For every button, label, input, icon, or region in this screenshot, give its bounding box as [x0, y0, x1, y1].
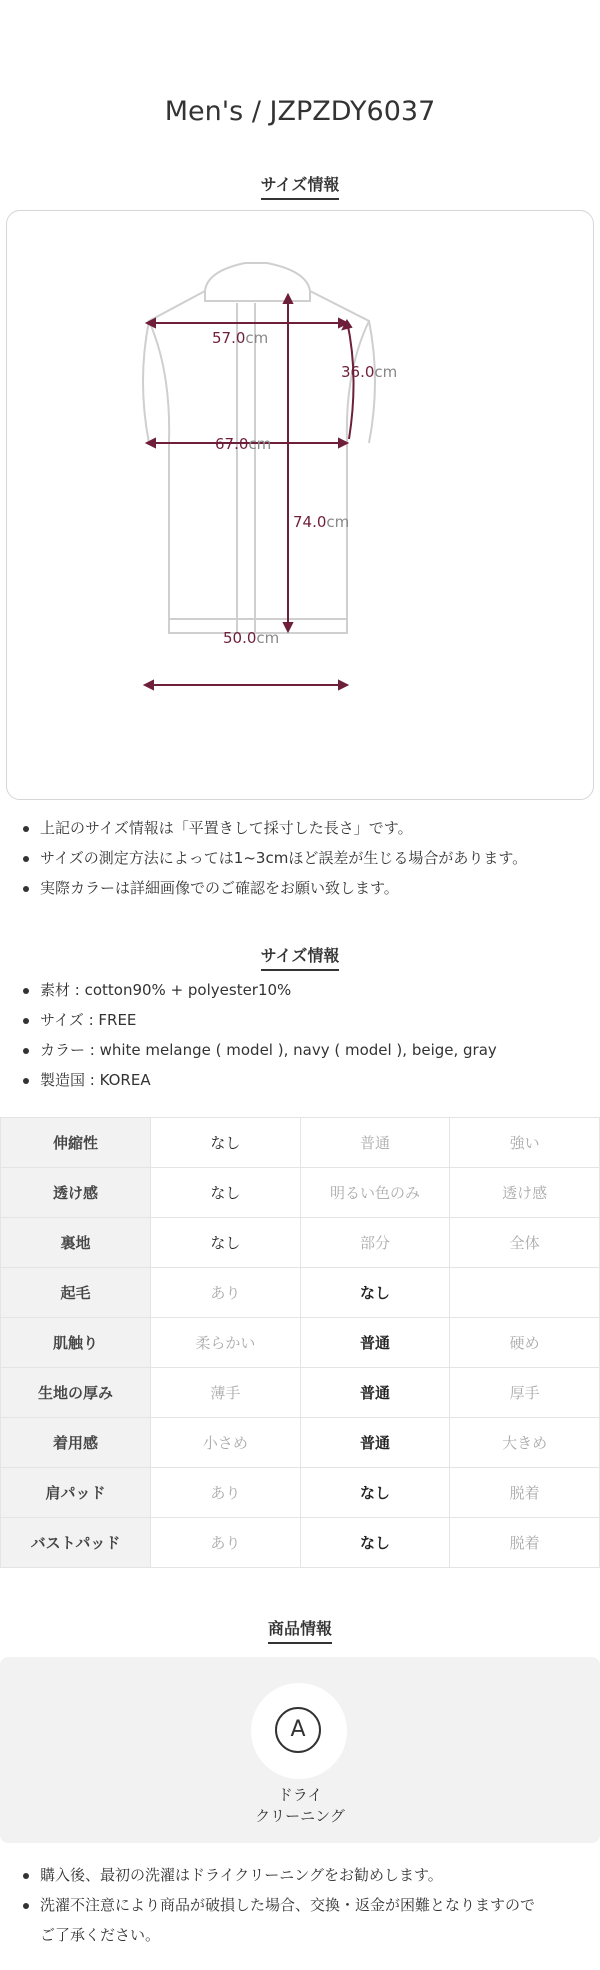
list-item: 実際カラーは詳細画像でのご確認をお願い致します。 [20, 873, 590, 903]
table-row [1, 1218, 600, 1268]
spec-option: なし [151, 1118, 301, 1168]
list-item: 上記のサイズ情報は「平置きして採寸した長さ」です。 [20, 813, 590, 843]
size-section-heading: サイズ情報 [0, 172, 600, 200]
spec-option: なし [300, 1518, 450, 1568]
spec-option: 明るい色のみ [300, 1168, 450, 1218]
spec-option: 透け感 [450, 1168, 600, 1218]
spec-option: 薄手 [151, 1368, 301, 1418]
spec-label: 肩パッド [1, 1468, 151, 1518]
size-diagram [6, 210, 594, 800]
info-section-heading: サイズ情報 [0, 943, 600, 971]
spec-option [450, 1268, 600, 1318]
spec-option: 普通 [300, 1318, 450, 1368]
dry-clean-icon: A [275, 1707, 321, 1753]
spec-option: 硬め [450, 1318, 600, 1368]
list-item: 素材 : cotton90% + polyester10% [20, 975, 590, 1005]
spec-option: 柔らかい [151, 1318, 301, 1368]
spec-label: バストパッド [1, 1518, 151, 1568]
table-row [1, 1118, 600, 1168]
spec-label: 起毛 [1, 1268, 151, 1318]
list-item: 洗濯不注意により商品が破損した場合、交換・返金が困難となりますので ご了承ください。 [20, 1890, 590, 1950]
table-row [1, 1268, 600, 1318]
spec-option: 全体 [450, 1218, 600, 1268]
spec-option: 脱着 [450, 1468, 600, 1518]
spec-option: 小さめ [151, 1418, 301, 1468]
care-notes-list [20, 1860, 590, 1950]
vest-diagram-svg [7, 211, 595, 801]
table-row [1, 1468, 600, 1518]
waist-measure-label: 67.0cm [215, 435, 272, 453]
spec-option: 普通 [300, 1118, 450, 1168]
spec-option: 普通 [300, 1368, 450, 1418]
spec-option: なし [151, 1168, 301, 1218]
spec-option: あり [151, 1468, 301, 1518]
spec-option: なし [300, 1268, 450, 1318]
spec-label: 裏地 [1, 1218, 151, 1268]
list-item: 製造国 : KOREA [20, 1065, 590, 1095]
table-row [1, 1518, 600, 1568]
spec-option: 普通 [300, 1418, 450, 1468]
list-item: サイズ : FREE [20, 1005, 590, 1035]
product-title: Men's / JZPZDY6037 [164, 96, 436, 127]
spec-option: 大きめ [450, 1418, 600, 1468]
care-instructions-panel [0, 1657, 600, 1843]
list-item: カラー : white melange ( model ), navy ( model ), beige, gray [20, 1035, 590, 1065]
fabric-spec-table [0, 1117, 600, 1568]
spec-option: 脱着 [450, 1518, 600, 1568]
care-label: ドライ クリーニング [255, 1786, 345, 1825]
spec-label: 透け感 [1, 1168, 151, 1218]
spec-option: 厚手 [450, 1368, 600, 1418]
list-item: サイズの測定方法によっては1~3cmほど誤差が生じる場合があります。 [20, 843, 590, 873]
spec-label: 肌触り [1, 1318, 151, 1368]
size-notes-list [20, 813, 590, 903]
table-row [1, 1368, 600, 1418]
list-item: 購入後、最初の洗濯はドライクリーニングをお勧めします。 [20, 1860, 590, 1890]
spec-label: 生地の厚み [1, 1368, 151, 1418]
spec-option: 強い [450, 1118, 600, 1168]
table-row [1, 1418, 600, 1468]
product-section-heading: 商品情報 [0, 1616, 600, 1644]
product-info-list [20, 975, 590, 1095]
spec-label: 伸縮性 [1, 1118, 151, 1168]
chest-measure-label: 57.0cm [212, 329, 269, 347]
spec-option: あり [151, 1268, 301, 1318]
spec-option: あり [151, 1518, 301, 1568]
table-row [1, 1168, 600, 1218]
hem-measure-label: 50.0cm [223, 629, 280, 647]
spec-option: 部分 [300, 1218, 450, 1268]
spec-option: なし [151, 1218, 301, 1268]
spec-option: なし [300, 1468, 450, 1518]
spec-label: 着用感 [1, 1418, 151, 1468]
care-icon-badge [251, 1683, 347, 1779]
armhole-measure-label: 36.0cm [341, 363, 398, 381]
length-measure-label: 74.0cm [293, 513, 350, 531]
table-row [1, 1318, 600, 1368]
